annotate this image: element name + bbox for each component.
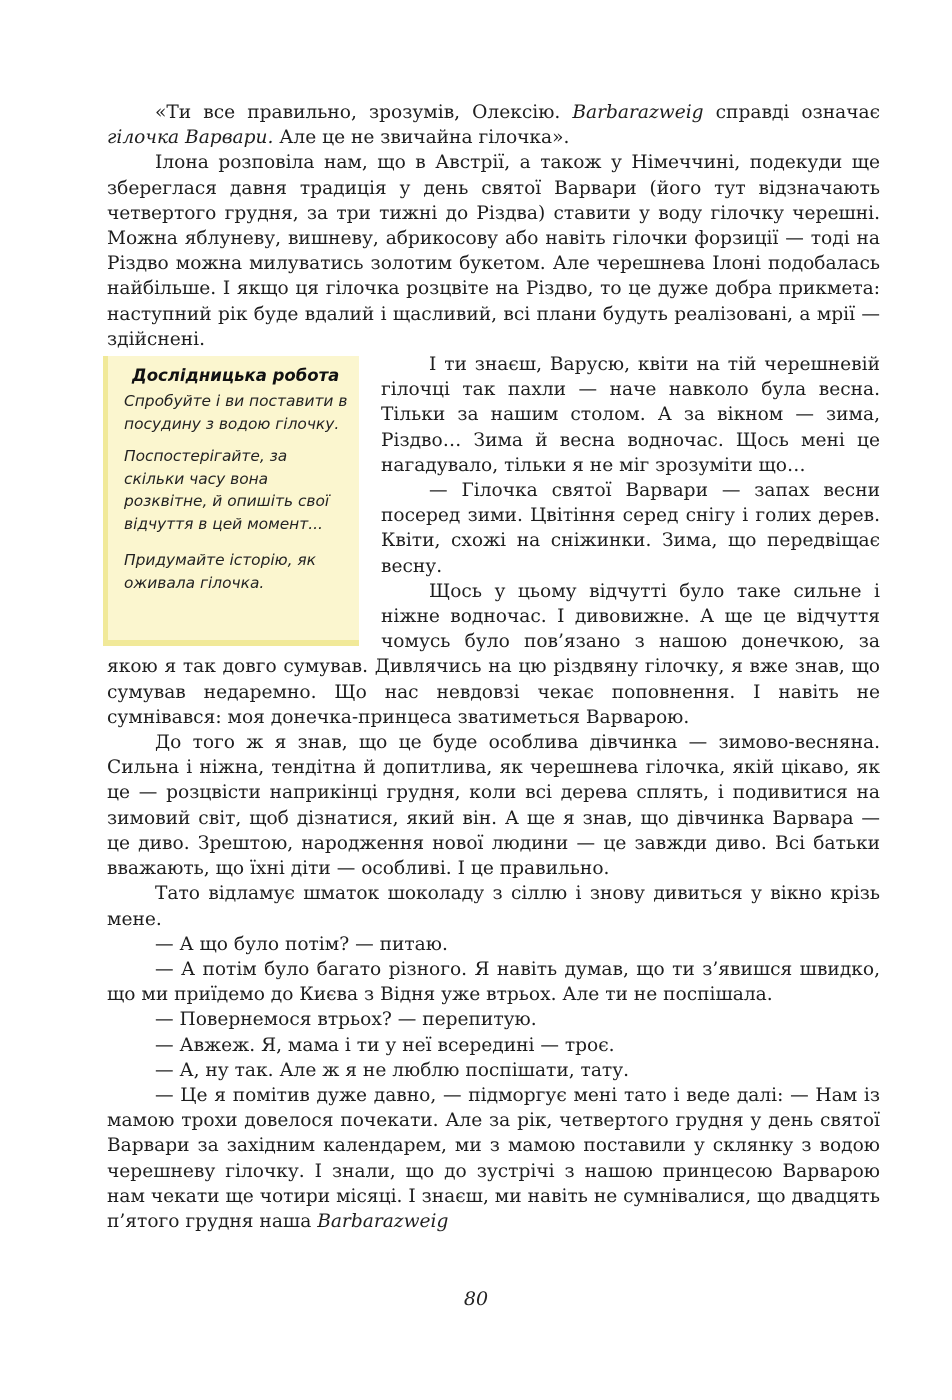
research-task-text-1: Спробуйте і ви поставити в посудину з водою гілочку.	[124, 392, 348, 433]
story-text	[107, 100, 880, 1234]
paragraph-13-foreign-word: Barbarazweig	[317, 1210, 449, 1232]
paragraph-9: — А потім було багато різного. Я навіть думав, що ти з’явишся швидко, що ми приїдемо до Києва з Відня уже втрьох. Але ти не поспішала.	[107, 958, 880, 1006]
research-task-text-3: Придумайте історію, як оживала гілочка.	[124, 551, 316, 592]
research-task-text-2: Поспостерігайте, за скільки часу вона розквітне, й опишіть свої відчуття в цей момент...	[124, 447, 330, 533]
research-task-title: Дослідницька робота	[132, 366, 340, 386]
paragraph-3: І ти знаєш, Варусю, квіти на тій черешневій гілочці так пахли — наче навколо була весна. Тільки за нашим столом. А за вікном — зима, Різдво… Зима й весна водночас. Щось мені це нагадувало, тільки я не міг зрозуміти що…	[381, 354, 880, 476]
paragraph-7: Тато відламує шматок шоколаду з сіллю і знову дивиться у вікно крізь мене.	[107, 883, 880, 930]
paragraph-13	[107, 1083, 880, 1234]
paragraph-4: — Гілочка святої Варвари — запах весни посеред зими. Цвітіння серед снігу і голих дерев. Квіти, схожі на сніжинки. Зима, що передвіщає весну.	[381, 480, 880, 577]
paragraph-10: — Повернемося втрьох? — перепитую.	[155, 1009, 537, 1031]
research-task-box	[103, 356, 359, 646]
paragraph-13-text: — Це я помітив дуже давно, — підморгує мені тато і веде далі: — Нам із мамою трохи довелося почекати. Але за рік, четвертого грудня у день святої Варвари за західним календарем, ми з мамою поставили у склянку з водою черешневу гілочку. І знали, що до зустрічі з нашою принцесою Варварою нам чекати ще чотири місяці. І знаєш, ми навіть не сумнівалися, що двадцять п’ятого грудня наша	[107, 1084, 880, 1232]
paragraph-11: — Авжеж. Я, мама і ти у неї всередині — троє.	[155, 1034, 615, 1056]
paragraph-12: — А, ну так. Але ж я не люблю поспішати, тату.	[155, 1059, 630, 1081]
paragraph-6: До того ж я знав, що це буде особлива дівчинка — зимово-весняна. Сильна і ніжна, тендітна й допитлива, як черешнева гілочка, якій цікаво, як це — розцвісти наприкінці грудня, коли всі дерева сплять, і подивитися на зимовий світ, щоб дізнатися, який він. А ще я знав, що дівчинка Варвара — це диво. Зрештою, народження нової людини — це завжди диво. Всі батьки вважають, що їхні діти — особливі. І це правильно.	[107, 732, 880, 880]
paragraph-1-text-3: Але це не звичайна гілочка».	[273, 127, 570, 149]
paragraph-1-text: «Ти все правильно, зрозумів, Олексію.	[155, 102, 573, 123]
page-number: 80	[463, 1288, 489, 1310]
paragraph-5: Щось у цьому відчутті було таке сильне і ніжне водночас. І дивовижне. А ще це відчуття чомусь було пов’язано з нашою донечкою, за якою я так довго сумував. Дивлячись на цю різдвяну гілочку, я вже знав, що сумував недаремно. Що нас невдовзі чекає поповнення. І навіть не сумнівався: моя донечка-принцеса зватиметься Варварою.	[107, 580, 880, 728]
paragraph-2: Ілона розповіла нам, що в Австрії, а також у Німеччині, подекуди ще збереглася давня традиція у день святої Варвари (його тут відзначають четвертого грудня, за три тижні до Різдва) ставити у воду гілочку черешні. Можна яблуневу, вишневу, абрикосову або навіть гілочки форзиції — тоді на Різдво можна милуватись золотим букетом. Але черешнева Ілоні подобалась найбільше. І якщо ця гілочка розцвіте на Різдво, то це дуже добра прикмета: наступний рік буде вдалий і щасливий, всі плани будуть реалізовані, а мрії — здійснені.	[107, 152, 880, 350]
paragraph-1-foreign-word: Barbarazweig	[572, 102, 704, 123]
paragraph-1	[107, 100, 880, 150]
paragraph-1-text-2: справді означає	[703, 102, 880, 123]
paragraph-8: — А що було потім? — питаю.	[155, 933, 448, 955]
paragraph-1-italic-phrase: гілочка Варвари.	[107, 127, 274, 149]
